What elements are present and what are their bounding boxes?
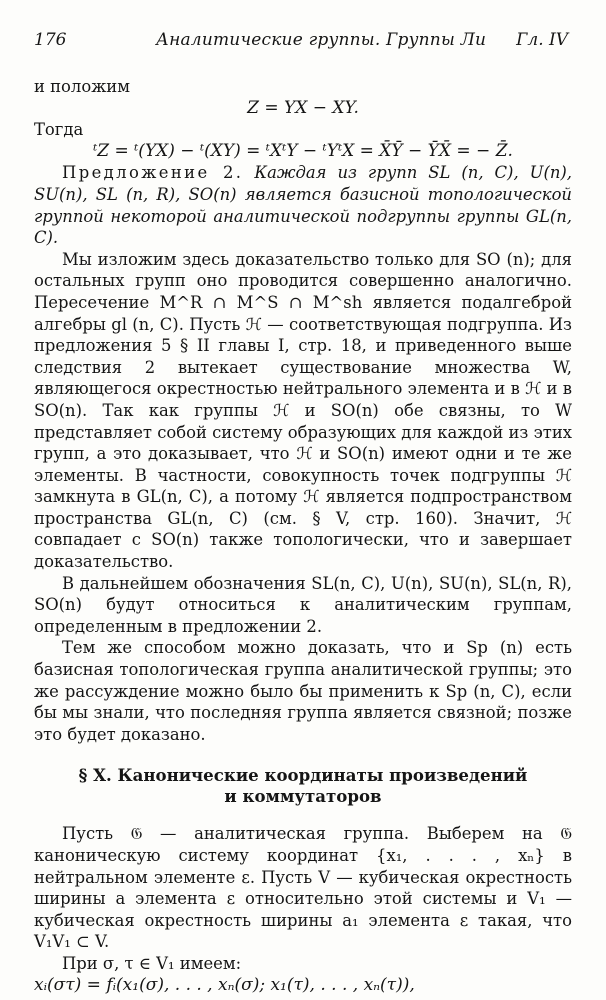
page-number: 176 — [34, 30, 67, 50]
running-title: Аналитические группы. Группы Ли — [156, 30, 487, 50]
proposition-text: Каждая из групп SL (n, C), U(n), SU(n), SL (n, R), SO(n) является базисной топологической группой некоторой аналитической подгруппы группы GL(n, C). — [34, 163, 573, 248]
formula-z: Z = YX − XY. — [247, 97, 359, 118]
page-body — [34, 76, 572, 996]
formula-product: xᵢ(στ) = fᵢ(x₁(σ), . . . , xₙ(σ); x₁(τ), . . . , xₙ(τ)), — [34, 974, 415, 995]
formula-transpose: ᵗZ = ᵗ(YX) − ᵗ(XY) = ᵗXᵗY − ᵗYᵗX = X̄Ȳ − ȲX̄ = − Z̄. — [93, 140, 513, 161]
running-header — [34, 30, 568, 54]
paragraph-sp: Тем же способом можно доказать, что и Sp (n) есть базисная топологическая группа аналитической группы; это же рассуждение можно было бы применить к Sp (n, C), если бы мы знали, что последняя группа является связной; позже это будет доказано. — [34, 638, 572, 744]
paragraph-proof: Мы изложим здесь доказательство только для SO (n); для остальных групп оно проводится совершенно аналогично. Пересечение M^R ∩ M^S ∩ M^sh является подалгеброй алгебры gl (n, C). Пусть ℋ — соответствующая подгруппа. Из предложения 5 § II главы I, стр. 18, и приведенного выше следствия 2 вытекает существование множества W, являющегося окрестностью нейтрального элемента и в ℋ и в SO(n). Так как группы ℋ и SO(n) обе связны, то W представляет собой систему образующих для каждой из этих групп, а это доказывает, что ℋ и SO(n) имеют одни и те же элементы. В частности, совокупность точек подгруппы ℋ замкнута в GL(n, C), а потому ℋ является подпространством пространства GL(n, C) (см. § V, стр. 160). Значит, ℋ совпадает с SO(n) также топологически, что и завершает доказательство. — [34, 249, 572, 572]
proposition-label: Предложение 2. — [62, 163, 244, 183]
paragraph-notation: В дальнейшем обозначения SL(n, C), U(n), SU(n), SL(n, R), SO(n) будут относиться к аналитическим группам, определенным в предложении 2. — [34, 573, 572, 636]
paragraph-sigma-tau: При σ, τ ∈ V₁ имеем: — [62, 953, 242, 973]
section-title-line2: и коммутаторов — [224, 786, 382, 807]
section-heading — [34, 765, 572, 807]
paragraph-coordinates: Пусть 𝔊 — аналитическая группа. Выберем на 𝔊 каноническую систему координат {x₁, . . . , xₙ} в нейтральном элементе ε. Пусть V — кубическая окрестность ширины a элемента ε относительно этой системы и V₁ — кубическая окрестность ширины a₁ элемента ε такая, что V₁V₁ ⊂ V. — [34, 824, 572, 952]
proposition — [34, 162, 572, 248]
chapter-label: Гл. IV — [516, 30, 568, 50]
section-title-line1: § X. Канонические координаты произведений — [78, 765, 528, 786]
lead-text: и положим — [34, 77, 130, 96]
then-text: Тогда — [34, 120, 84, 140]
